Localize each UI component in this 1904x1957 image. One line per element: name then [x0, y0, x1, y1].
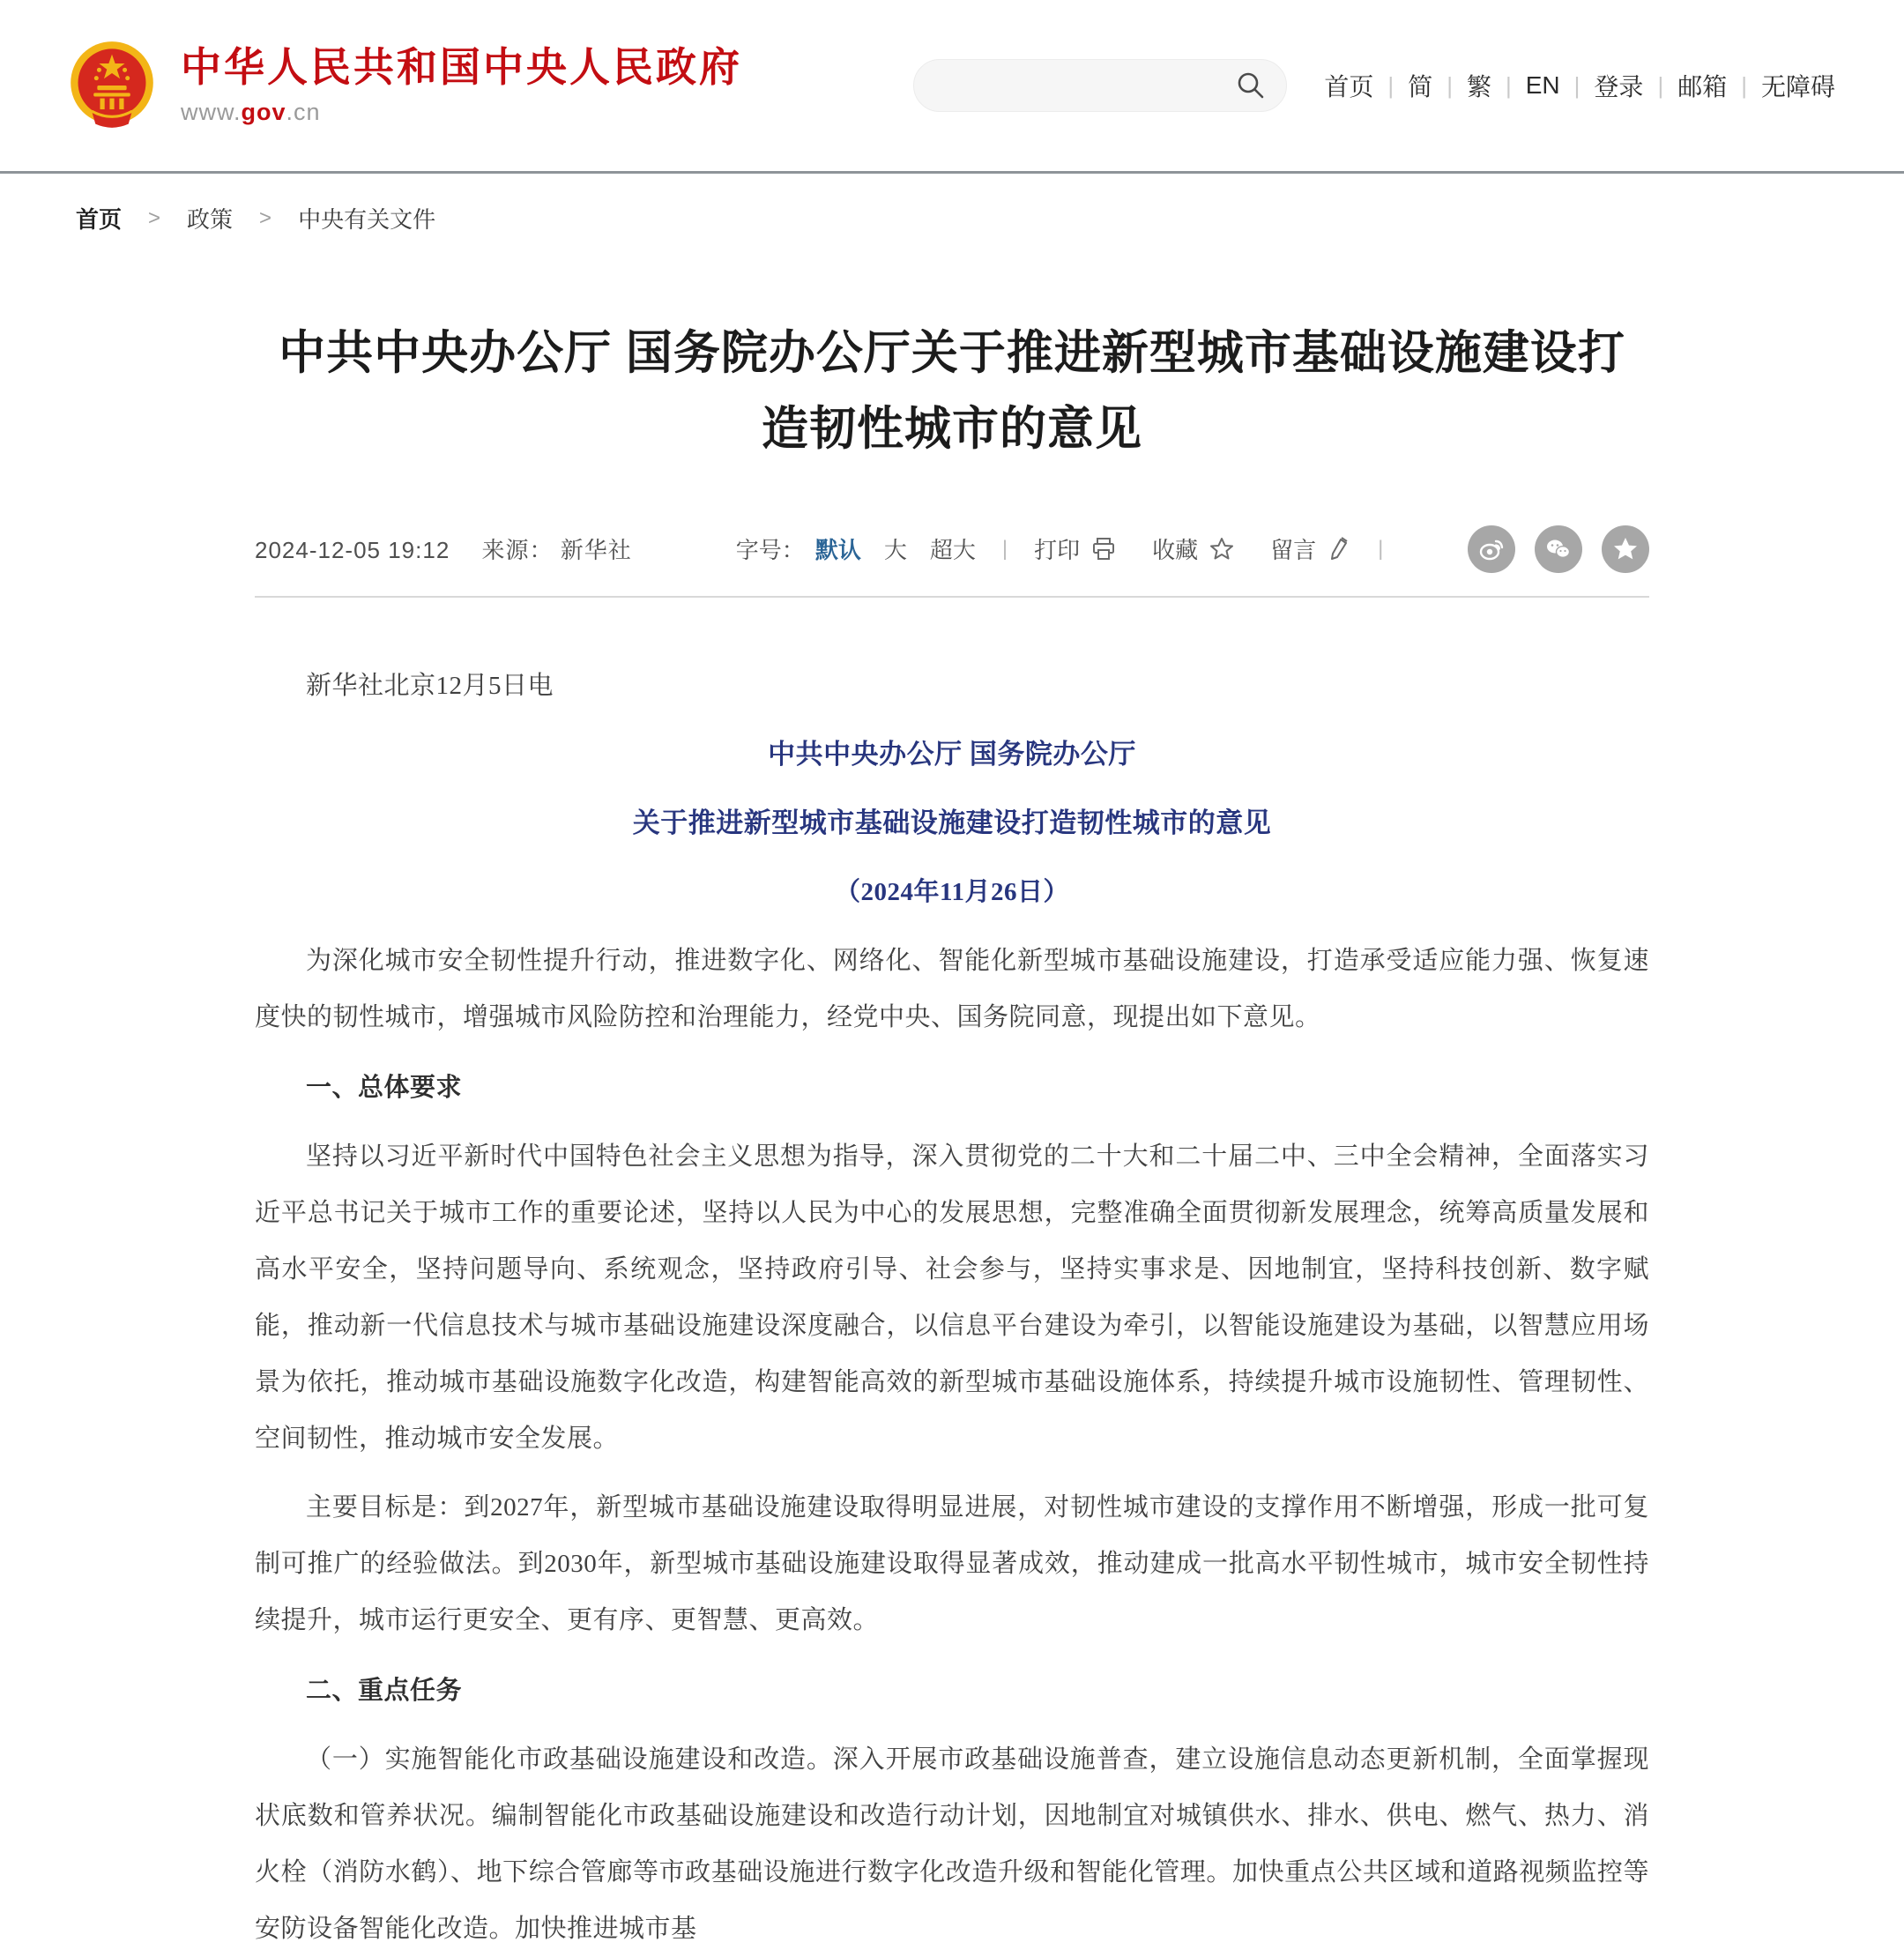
favorite-share-icon[interactable]: [1602, 525, 1649, 573]
nav-traditional-chinese[interactable]: 繁: [1466, 73, 1491, 100]
site-url: www.gov.cn: [181, 98, 321, 125]
site-logo[interactable]: [66, 40, 742, 131]
nav-separator: |: [1573, 71, 1580, 99]
search-icon[interactable]: [1234, 69, 1267, 102]
nav-separator: |: [1657, 71, 1664, 99]
nav-separator: |: [1387, 71, 1395, 99]
toolbar-separator: |: [1001, 536, 1008, 561]
nav-separator: |: [1447, 71, 1453, 99]
print-button[interactable]: 打印: [1034, 532, 1117, 565]
nav-accessibility[interactable]: 无障碍: [1760, 73, 1835, 100]
nav-mail[interactable]: 邮箱: [1677, 73, 1728, 100]
article-meta-row: [255, 525, 1649, 598]
section-heading: 一、总体要求: [306, 1073, 463, 1102]
article-meta: [255, 532, 632, 565]
article-body: [255, 658, 1649, 1957]
wechat-share-icon[interactable]: [1535, 525, 1582, 573]
nav-login[interactable]: 登录: [1594, 73, 1644, 100]
font-size-label: 字号：: [735, 537, 805, 564]
breadcrumb-separator: >: [148, 205, 161, 230]
star-outline-icon: [1209, 536, 1235, 562]
top-nav: [1324, 68, 1835, 103]
page-title: 中共中央办公厅 国务院办公厅关于推进新型城市基础设施建设打造韧性城市的意见: [279, 327, 1625, 455]
font-size-xlarge-button[interactable]: 超大: [929, 537, 976, 564]
article-paragraph: 坚持以习近平新时代中国特色社会主义思想为指导，深入贯彻党的二十大和二十届二中、三中全会精神，全面落实习近平总书记关于城市工作的重要论述，坚持以人民为中心的发展思想，完整准确全面贯彻新发展理念，统筹高质量发展和高水平安全，坚持问题导向、系统观念，坚持政府引导、社会参与，坚持实事求是、因地制宜，坚持科技创新、数字赋能，推动新一代信息技术与城市基础设施建设深度融合，以信息平台建设为牵引，以智能设施建设为基础，以智慧应用场景为依托，推动城市基础设施数字化改造，构建智能高效的新型城市基础设施体系，持续提升城市设施韧性、管理韧性、空间韧性，推动城市安全发展。: [255, 1142, 1649, 1453]
nav-separator: |: [1505, 71, 1512, 99]
nav-simplified-chinese[interactable]: 简: [1408, 73, 1433, 100]
article-container: [255, 316, 1649, 1957]
weibo-share-icon[interactable]: [1468, 525, 1515, 573]
breadcrumb: [0, 174, 1904, 234]
site-header: [0, 0, 1904, 171]
doc-heading-line: 中共中央办公厅 国务院办公厅: [768, 738, 1136, 770]
breadcrumb-policy[interactable]: 政策: [187, 206, 234, 233]
nav-home[interactable]: 首页: [1324, 73, 1374, 100]
pencil-icon: [1327, 536, 1351, 562]
article-paragraph: （一）实施智能化市政基础设施建设和改造。深入开展市政基础设施普查，建立设施信息动态更新机制，全面掌握现状底数和管养状况。编制智能化市政基础设施建设和改造行动计划，因地制宜对城镇供水、排水、供电、燃气、热力、消火栓（消防水鹤）、地下综合管廊等市政基础设施进行数字化改造升级和智能化管理。加快重点公共区域和道路视频监控等安防设备智能化改造。加快推进城市基: [255, 1745, 1649, 1943]
nav-separator: |: [1741, 71, 1747, 99]
article-paragraph: 为深化城市安全韧性提升行动，推进数字化、网络化、智能化新型城市基础设施建设，打造承受适应能力强、恢复速度快的韧性城市，增强城市风险防控和治理能力，经党中央、国务院同意，现提出如下意见。: [255, 946, 1649, 1031]
search-input[interactable]: [939, 72, 1234, 100]
article-paragraph: 主要目标是：到2027年，新型城市基础设施建设取得明显进展，对韧性城市建设的支撑作用不断增强，形成一批可复制可推广的经验做法。到2030年，新型城市基础设施建设取得显著成效，推动建成一批高水平韧性城市，城市安全韧性持续提升，城市运行更安全、更有序、更智慧、更高效。: [255, 1492, 1649, 1634]
breadcrumb-separator: >: [259, 205, 272, 230]
font-size-large-button[interactable]: 大: [883, 537, 907, 564]
doc-date-line: （2024年11月26日）: [835, 877, 1069, 906]
printer-icon: [1090, 536, 1117, 562]
favorite-button[interactable]: 收藏: [1152, 532, 1235, 565]
nav-english[interactable]: EN: [1525, 71, 1560, 99]
font-size-default-button[interactable]: 默认: [814, 537, 861, 564]
site-name: 中华人民共和国中央人民政府: [181, 44, 742, 91]
section-heading: 二、重点任务: [306, 1676, 463, 1705]
national-emblem-icon: [66, 40, 158, 131]
article-paragraph: 新华社北京12月5日电: [306, 671, 554, 700]
comment-button[interactable]: 留言: [1270, 532, 1351, 565]
breadcrumb-section[interactable]: 中央有关文件: [298, 206, 436, 233]
source-label: 来源：: [481, 537, 554, 564]
breadcrumb-home[interactable]: 首页: [76, 206, 123, 233]
toolbar-separator: |: [1378, 536, 1384, 561]
doc-heading-line: 关于推进新型城市基础设施建设打造韧性城市的意见: [632, 807, 1272, 838]
source-name[interactable]: 新华社: [560, 537, 632, 564]
search-box[interactable]: [913, 59, 1287, 112]
publish-date: 2024-12-05 19:12: [255, 537, 450, 564]
article-toolbar: [736, 532, 1410, 565]
share-buttons: [1468, 525, 1649, 573]
